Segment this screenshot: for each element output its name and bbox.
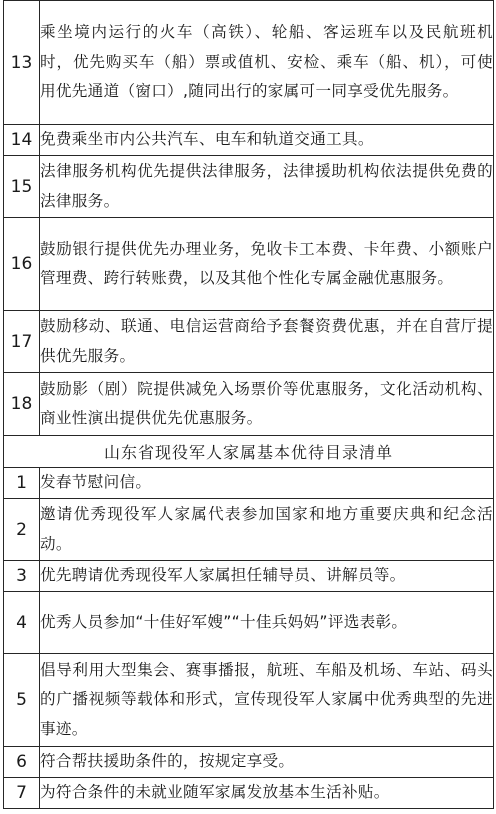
table-row (4, 654, 494, 747)
table-row (4, 125, 494, 156)
row-number: 17 (4, 311, 40, 373)
row-text: 免费乘坐市内公共汽车、电车和轨道交通工具。 (40, 125, 494, 156)
row-text: 鼓励银行提供优先办理业务，免收卡工本费、卡年费、小额账户管理费、跨行转账费，以及其他个性化专属金融优惠服务。 (40, 218, 494, 311)
table-row (4, 156, 494, 218)
row-text: 鼓励移动、联通、电信运营商给予套餐资费优惠，并在自营厅提供优先服务。 (40, 311, 494, 373)
row-number: 1 (4, 468, 40, 499)
row-text: 鼓励影（剧）院提供减免入场票价等优惠服务，文化活动机构、商业性演出提供优先优惠服务。 (40, 373, 494, 436)
row-text: 符合帮扶援助条件的，按规定享受。 (40, 747, 494, 778)
benefits-table (3, 0, 494, 809)
table-row (4, 592, 494, 654)
section-title: 山东省现役军人家属基本优待目录清单 (4, 436, 494, 468)
row-text: 为符合条件的未就业随军家属发放基本生活补贴。 (40, 778, 494, 809)
row-text: 优先聘请优秀现役军人家属担任辅导员、讲解员等。 (40, 561, 494, 592)
row-text: 法律服务机构优先提供法律服务，法律援助机构依法提供免费的法律服务。 (40, 156, 494, 218)
table-row (4, 778, 494, 809)
row-text: 优秀人员参加“十佳好军嫂”“十佳兵妈妈”评选表彰。 (40, 592, 494, 654)
table-row (4, 468, 494, 499)
row-number: 13 (4, 1, 40, 125)
table-row (4, 1, 494, 125)
section-header-row (4, 436, 494, 468)
row-number: 7 (4, 778, 40, 809)
row-number: 4 (4, 592, 40, 654)
row-text: 邀请优秀现役军人家属代表参加国家和地方重要庆典和纪念活动。 (40, 499, 494, 561)
table-row (4, 499, 494, 561)
table-row (4, 218, 494, 311)
row-number: 16 (4, 218, 40, 311)
row-number: 2 (4, 499, 40, 561)
row-text: 发春节慰问信。 (40, 468, 494, 499)
table-row (4, 373, 494, 436)
table-row (4, 747, 494, 778)
row-number: 5 (4, 654, 40, 747)
row-number: 15 (4, 156, 40, 218)
row-text: 倡导利用大型集会、赛事播报，航班、车船及机场、车站、码头的广播视频等载体和形式，宣传现役军人家属中优秀典型的先进事迹。 (40, 654, 494, 747)
row-number: 3 (4, 561, 40, 592)
row-number: 14 (4, 125, 40, 156)
table-row (4, 561, 494, 592)
row-text: 乘坐境内运行的火车（高铁）、轮船、客运班车以及民航班机时，优先购买车（船）票或值机、安检、乘车（船、机），可使用优先通道（窗口）,随同出行的家属可一同享受优先服务。 (40, 1, 494, 125)
row-number: 18 (4, 373, 40, 436)
row-number: 6 (4, 747, 40, 778)
table-row (4, 311, 494, 373)
